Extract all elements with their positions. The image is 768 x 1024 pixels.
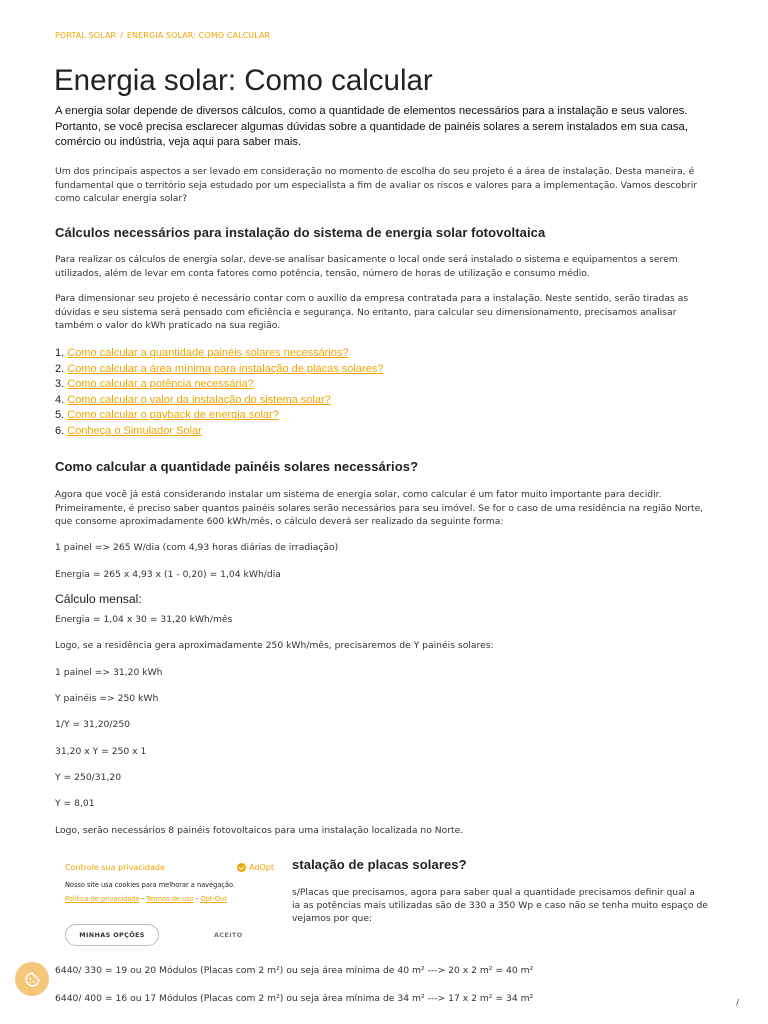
equation-line: 6440/ 330 = 19 ou 20 Módulos (Placas com 2 m²) ou seja área mínima de 40 m² ---> 20 x 2 m² = 40 m² xyxy=(55,965,534,976)
equation-line: 1 painel => 31,20 kWh xyxy=(55,667,163,678)
accept-button[interactable]: ACEITO xyxy=(214,931,243,939)
equation-line: 31,20 x Y = 250 x 1 xyxy=(55,746,147,757)
heading-monthly-calculation: Cálculo mensal: xyxy=(55,592,142,606)
toc-item: 1. Como calcular a quantidade painéis solares necessários? xyxy=(55,347,349,359)
equation-line: Y painéis => 250 kWh xyxy=(55,693,159,704)
page-title: Energia solar: Como calcular xyxy=(54,64,433,97)
heading-minimum-area: stalação de placas solares? xyxy=(292,857,467,872)
paragraph-area-line: ia as potências mais utilizadas são de 330 a 350 Wp e caso não se tenha muito espaço de xyxy=(292,900,708,911)
equation-line: Y = 8,01 xyxy=(55,798,95,809)
intro-paragraph: A energia solar depende de diversos cálculos, como a quantidade de elementos necessários para a instalação e seus valores. Portanto, se você precisa esclarecer algumas dúvidas sobre a quantidade de painéis solares a serem instalados em sua casa, comércio ou indústria, veja aqui para saber mais. xyxy=(55,105,688,149)
toc-item: 6. Conheça o Simulador Solar xyxy=(55,424,202,437)
toc-link-simulator[interactable]: Conheça o Simulador Solar xyxy=(67,424,202,437)
toc-link-quantity[interactable]: Como calcular a quantidade painéis solares necessários? xyxy=(67,347,349,359)
breadcrumb-separator: / xyxy=(120,31,123,40)
opt-out-link[interactable]: Opt-Out xyxy=(200,895,227,903)
toc-item: 2. Como calcular a área mínima para instalação de placas solares? xyxy=(55,362,384,375)
paragraph-installation-area: Um dos principais aspectos a ser levado em consideração no momento de escolha do seu projeto é a área de instalação. Desta maneira, é fundamental que o território seja estudado por um especialista a fim de avaliar os riscos e valores para a implementação. Vamos descobrir como calcular energia solar? xyxy=(55,166,698,204)
cookie-preferences-button[interactable] xyxy=(15,962,49,996)
cookie-consent-banner xyxy=(55,851,283,957)
equation-line: 6440/ 400 = 16 ou 17 Módulos (Placas com 2 m²) ou seja área mínima de 34 m² ---> 17 x 2 m² = 34 m² xyxy=(55,993,534,1004)
cookie-message: Nosso site usa cookies para melhorar a navegação. xyxy=(65,881,236,889)
my-options-button[interactable]: MINHAS OPÇÕES xyxy=(65,924,159,946)
cookie-icon xyxy=(24,971,41,988)
equation-line: Energia = 265 x 4,93 x (1 - 0,20) = 1,04 kWh/dia xyxy=(55,569,281,580)
heading-panel-quantity: Como calcular a quantidade painéis solares necessários? xyxy=(55,459,419,474)
adopt-brand xyxy=(237,863,274,872)
equation-line: Energia = 1,04 x 30 = 31,20 kWh/mês xyxy=(55,614,233,625)
terms-link[interactable]: Termos de uso xyxy=(146,895,194,903)
toc-link-area[interactable]: Como calcular a área mínima para instalação de placas solares? xyxy=(67,362,384,375)
paragraph-residence: Logo, se a residência gera aproximadamente 250 kWh/mês, precisaremos de Y painéis solares: xyxy=(55,640,494,651)
paragraph-panel-quantity: Agora que você já está considerando instalar um sistema de energia solar, como calcular é um fator muito importante para decidir. Primeiramente, é preciso saber quantos painéis solares serão necessários para seu imóvel. Se for o caso de uma residência na região Norte, que consome aproximadamente 600 kWh/mês, o cálculo deverá ser realizado da seguinte forma: xyxy=(55,489,704,527)
toc-item: 4. Como calcular o valor da instalação do sistema solar? xyxy=(55,393,331,406)
privacy-policy-link[interactable]: Política de privacidade xyxy=(65,895,140,903)
toc-link-power[interactable]: Como calcular a potência necessária? xyxy=(67,378,254,391)
toc-item: 3. Como calcular a potência necessária? xyxy=(55,378,254,391)
breadcrumb xyxy=(55,31,270,40)
table-of-contents xyxy=(55,346,383,440)
paragraph-area-line: s/Placas que precisamos, agora para saber qual a quantidade precisamos definir qual a xyxy=(292,887,695,898)
paragraph-area-line: vejamos por que: xyxy=(292,913,373,924)
toc-link-cost[interactable]: Como calcular o valor da instalação do sistema solar? xyxy=(67,393,331,406)
equation-line: Y = 250/31,20 xyxy=(55,772,122,783)
equation-line: 1/Y = 31,20/250 xyxy=(55,719,131,730)
cookie-title: Controle sua privacidade xyxy=(65,863,165,872)
equation-line: 1 painel => 265 W/dia (com 4,93 horas diárias de irradiação) xyxy=(55,542,339,553)
paragraph-dimensioning: Para dimensionar seu projeto é necessário contar com o auxílio da empresa contratada para a instalação. Neste sentido, serão tiradas as dúvidas e seu sistema será pensado com eficiência e segurança. No entanto, para calcular seu dimensionamento, precisamos analisar também o valor do kWh praticado na sua região. xyxy=(55,293,689,331)
scroll-indicator: / xyxy=(736,998,739,1007)
toc-item: 5. Como calcular o payback de energia solar? xyxy=(55,409,279,422)
adopt-brand-label: AdOpt xyxy=(249,863,274,872)
adopt-check-icon xyxy=(237,863,246,872)
breadcrumb-home-link[interactable]: PORTAL SOLAR xyxy=(55,31,117,40)
paragraph-conclusion: Logo, serão necessários 8 painéis fotovoltaicos para uma instalação localizada no Norte. xyxy=(55,825,464,836)
toc-link-payback[interactable]: Como calcular o payback de energia solar? xyxy=(67,409,279,422)
cookie-links: Política de privacidade - Termos de uso - Opt-Out xyxy=(65,895,227,903)
breadcrumb-current-link[interactable]: ENERGIA SOLAR: COMO CALCULAR xyxy=(126,31,271,40)
paragraph-analysis: Para realizar os cálculos de energia solar, deve-se analisar basicamente o local onde será instalado o sistema e equipamentos a serem utilizados, além de levar em conta fatores como potência, tensão, número de horas de utilização e consumo médio. xyxy=(55,254,678,279)
heading-calculations: Cálculos necessários para instalação do sistema de energia solar fotovoltaica xyxy=(55,225,546,240)
